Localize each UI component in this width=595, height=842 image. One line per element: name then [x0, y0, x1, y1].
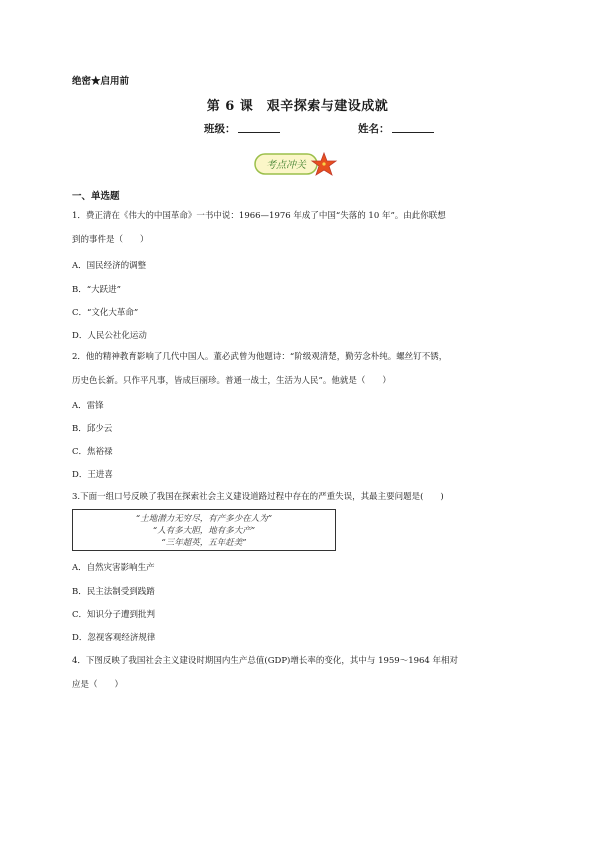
question-2-option-d[interactable]: D．王进喜 [72, 470, 113, 480]
question-1-option-c[interactable]: C．“文化大革命” [72, 308, 139, 318]
question-1-option-b[interactable]: B．“大跃进” [72, 285, 121, 295]
question-1-line-2: 到的事件是（ ） [72, 235, 149, 245]
question-1-line-1: 1．费正清在《伟大的中国革命》一书中说：1966—1976 年成了中国“失落的 10 年”。由此你联想 [72, 211, 446, 221]
class-label: 班级： [204, 123, 236, 135]
question-3-option-d[interactable]: D．忽视客观经济规律 [72, 633, 156, 643]
question-1-option-d[interactable]: D．人民公社化运动 [72, 331, 147, 341]
question-3-option-c[interactable]: C．知识分子遭到批判 [72, 610, 156, 620]
question-2-option-a[interactable]: A．雷锋 [72, 401, 104, 411]
slogan-2: “人有多大胆，地有多大产” [152, 526, 256, 536]
question-3-line-1: 3.下面一组口号反映了我国在探索社会主义建设道路过程中存在的严重失误，其最主要问题是( ) [72, 492, 444, 502]
question-4-line-1: 4．下图反映了我国社会主义建设时期国内生产总值(GDP)增长率的变化，其中与 1959～1964 年相对 [72, 656, 459, 666]
badge-graphic [254, 151, 338, 177]
exam-points-badge [254, 151, 338, 177]
question-2-line-2: 历史色长新。只作平凡事，皆成巨丽珍。普通一战士，生活为人民”。他就是（ ） [72, 376, 391, 386]
slogan-box [72, 509, 336, 551]
slogan-1: “土地潜力无穷尽，有产多少在人为” [135, 514, 273, 524]
question-1-option-a[interactable]: A．国民经济的调整 [72, 261, 147, 271]
question-3-option-a[interactable]: A．自然灾害影响生产 [72, 563, 155, 573]
class-blank [238, 122, 280, 133]
class-field [204, 121, 280, 136]
name-field [358, 121, 434, 136]
name-label: 姓名： [358, 123, 390, 135]
confidential-label: 绝密★启用前 [72, 76, 130, 87]
question-2-option-c[interactable]: C．焦裕禄 [72, 447, 113, 457]
badge-text: 考点冲关 [266, 160, 306, 171]
slogan-3: “三年超英，五年赶美” [161, 538, 247, 548]
question-3-option-b[interactable]: B．民主法制受到践踏 [72, 587, 155, 597]
question-2-option-b[interactable]: B．邱少云 [72, 424, 113, 434]
question-2-line-1: 2．他的精神教育影响了几代中国人。董必武曾为他题诗：“阶级观清楚，勤劳念朴纯。螺丝钉不锈， [72, 352, 448, 362]
name-blank [392, 122, 434, 133]
page-title: 第 6 课 艰辛探索与建设成就 [206, 99, 389, 114]
section-heading: 一、单选题 [72, 191, 120, 202]
question-4-line-2: 应是（ ） [72, 680, 124, 690]
